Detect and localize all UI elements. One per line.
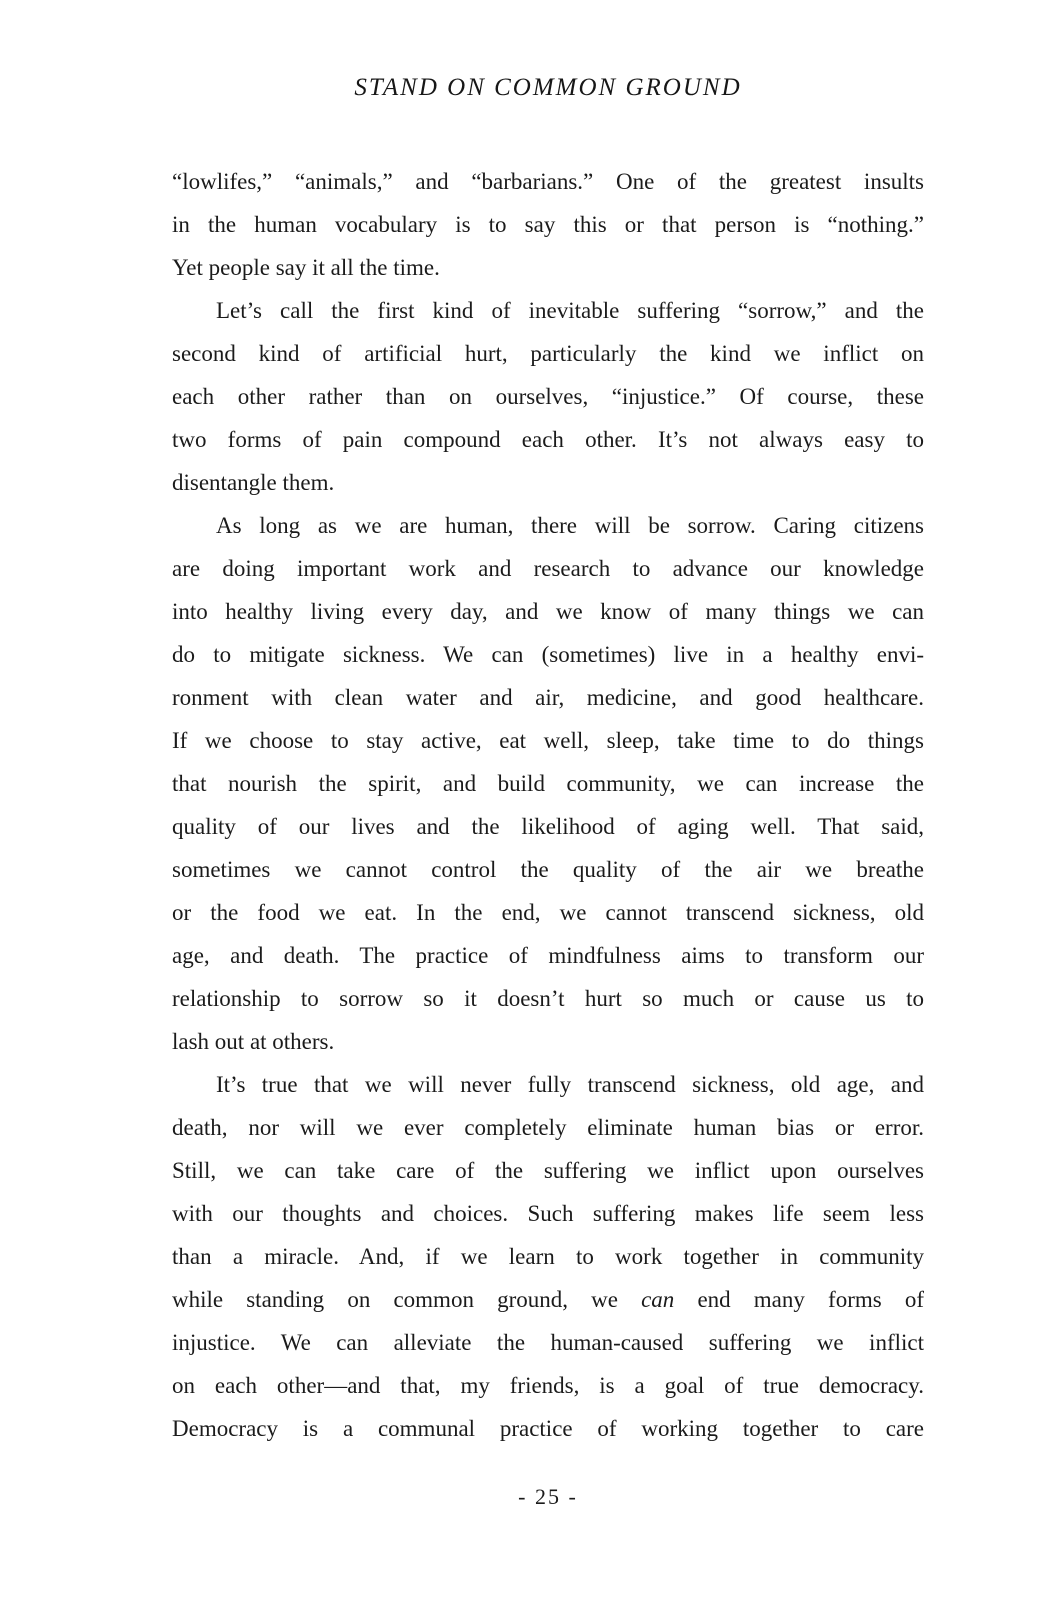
paragraph xyxy=(172,1063,924,1450)
paragraph xyxy=(172,504,924,1063)
text-line: injustice. We can alleviate the human-caused suffering we inflict xyxy=(172,1330,924,1355)
text-line: into healthy living every day, and we know of many things we can xyxy=(172,599,924,624)
text-line: on each other—and that, my friends, is a goal of true democracy. xyxy=(172,1373,924,1398)
text-line: death, nor will we ever completely eliminate human bias or error. xyxy=(172,1115,924,1140)
text-line: while standing on common ground, we can end many forms of xyxy=(172,1287,924,1312)
text-line: Yet people say it all the time. xyxy=(172,255,440,280)
text-line: disentangle them. xyxy=(172,470,335,495)
text-line: that nourish the spirit, and build community, we can increase the xyxy=(172,771,924,796)
text-line: two forms of pain compound each other. It’s not always easy to xyxy=(172,427,924,452)
text-line: do to mitigate sickness. We can (sometimes) live in a healthy envi- xyxy=(172,642,924,667)
paragraph xyxy=(172,289,924,504)
paragraph xyxy=(172,160,924,289)
text-line: age, and death. The practice of mindfulness aims to transform our xyxy=(172,943,924,968)
text-line: ronment with clean water and air, medicine, and good healthcare. xyxy=(172,685,924,710)
text-line: in the human vocabulary is to say this or that person is “nothing.” xyxy=(172,212,924,237)
italic-text: can xyxy=(641,1287,675,1312)
page-number: - 25 - xyxy=(518,1484,578,1509)
text-line: are doing important work and research to advance our knowledge xyxy=(172,556,924,581)
text-line: “lowlifes,” “animals,” and “barbarians.” One of the greatest insults xyxy=(172,169,924,194)
body-text xyxy=(172,160,924,1450)
text-line: Let’s call the first kind of inevitable suffering “sorrow,” and the xyxy=(216,298,924,323)
text-line: each other rather than on ourselves, “injustice.” Of course, these xyxy=(172,384,924,409)
text-line: sometimes we cannot control the quality of the air we breathe xyxy=(172,857,924,882)
text-line: Democracy is a communal practice of working together to care xyxy=(172,1416,924,1441)
text-line: As long as we are human, there will be sorrow. Caring citizens xyxy=(216,513,924,538)
text-line: If we choose to stay active, eat well, sleep, take time to do things xyxy=(172,728,924,753)
text-line: quality of our lives and the likelihood of aging well. That said, xyxy=(172,814,924,839)
running-header: STAND ON COMMON GROUND xyxy=(354,74,742,101)
text-line: second kind of artificial hurt, particularly the kind we inflict on xyxy=(172,341,924,366)
text-line: lash out at others. xyxy=(172,1029,335,1054)
text-line: with our thoughts and choices. Such suffering makes life seem less xyxy=(172,1201,924,1226)
text-line: Still, we can take care of the suffering we inflict upon ourselves xyxy=(172,1158,924,1183)
text-line: relationship to sorrow so it doesn’t hurt so much or cause us to xyxy=(172,986,924,1011)
text-line: or the food we eat. In the end, we cannot transcend sickness, old xyxy=(172,900,924,925)
text-line: It’s true that we will never fully transcend sickness, old age, and xyxy=(216,1072,924,1097)
text-column xyxy=(172,0,924,1600)
text-line: than a miracle. And, if we learn to work together in community xyxy=(172,1244,924,1269)
